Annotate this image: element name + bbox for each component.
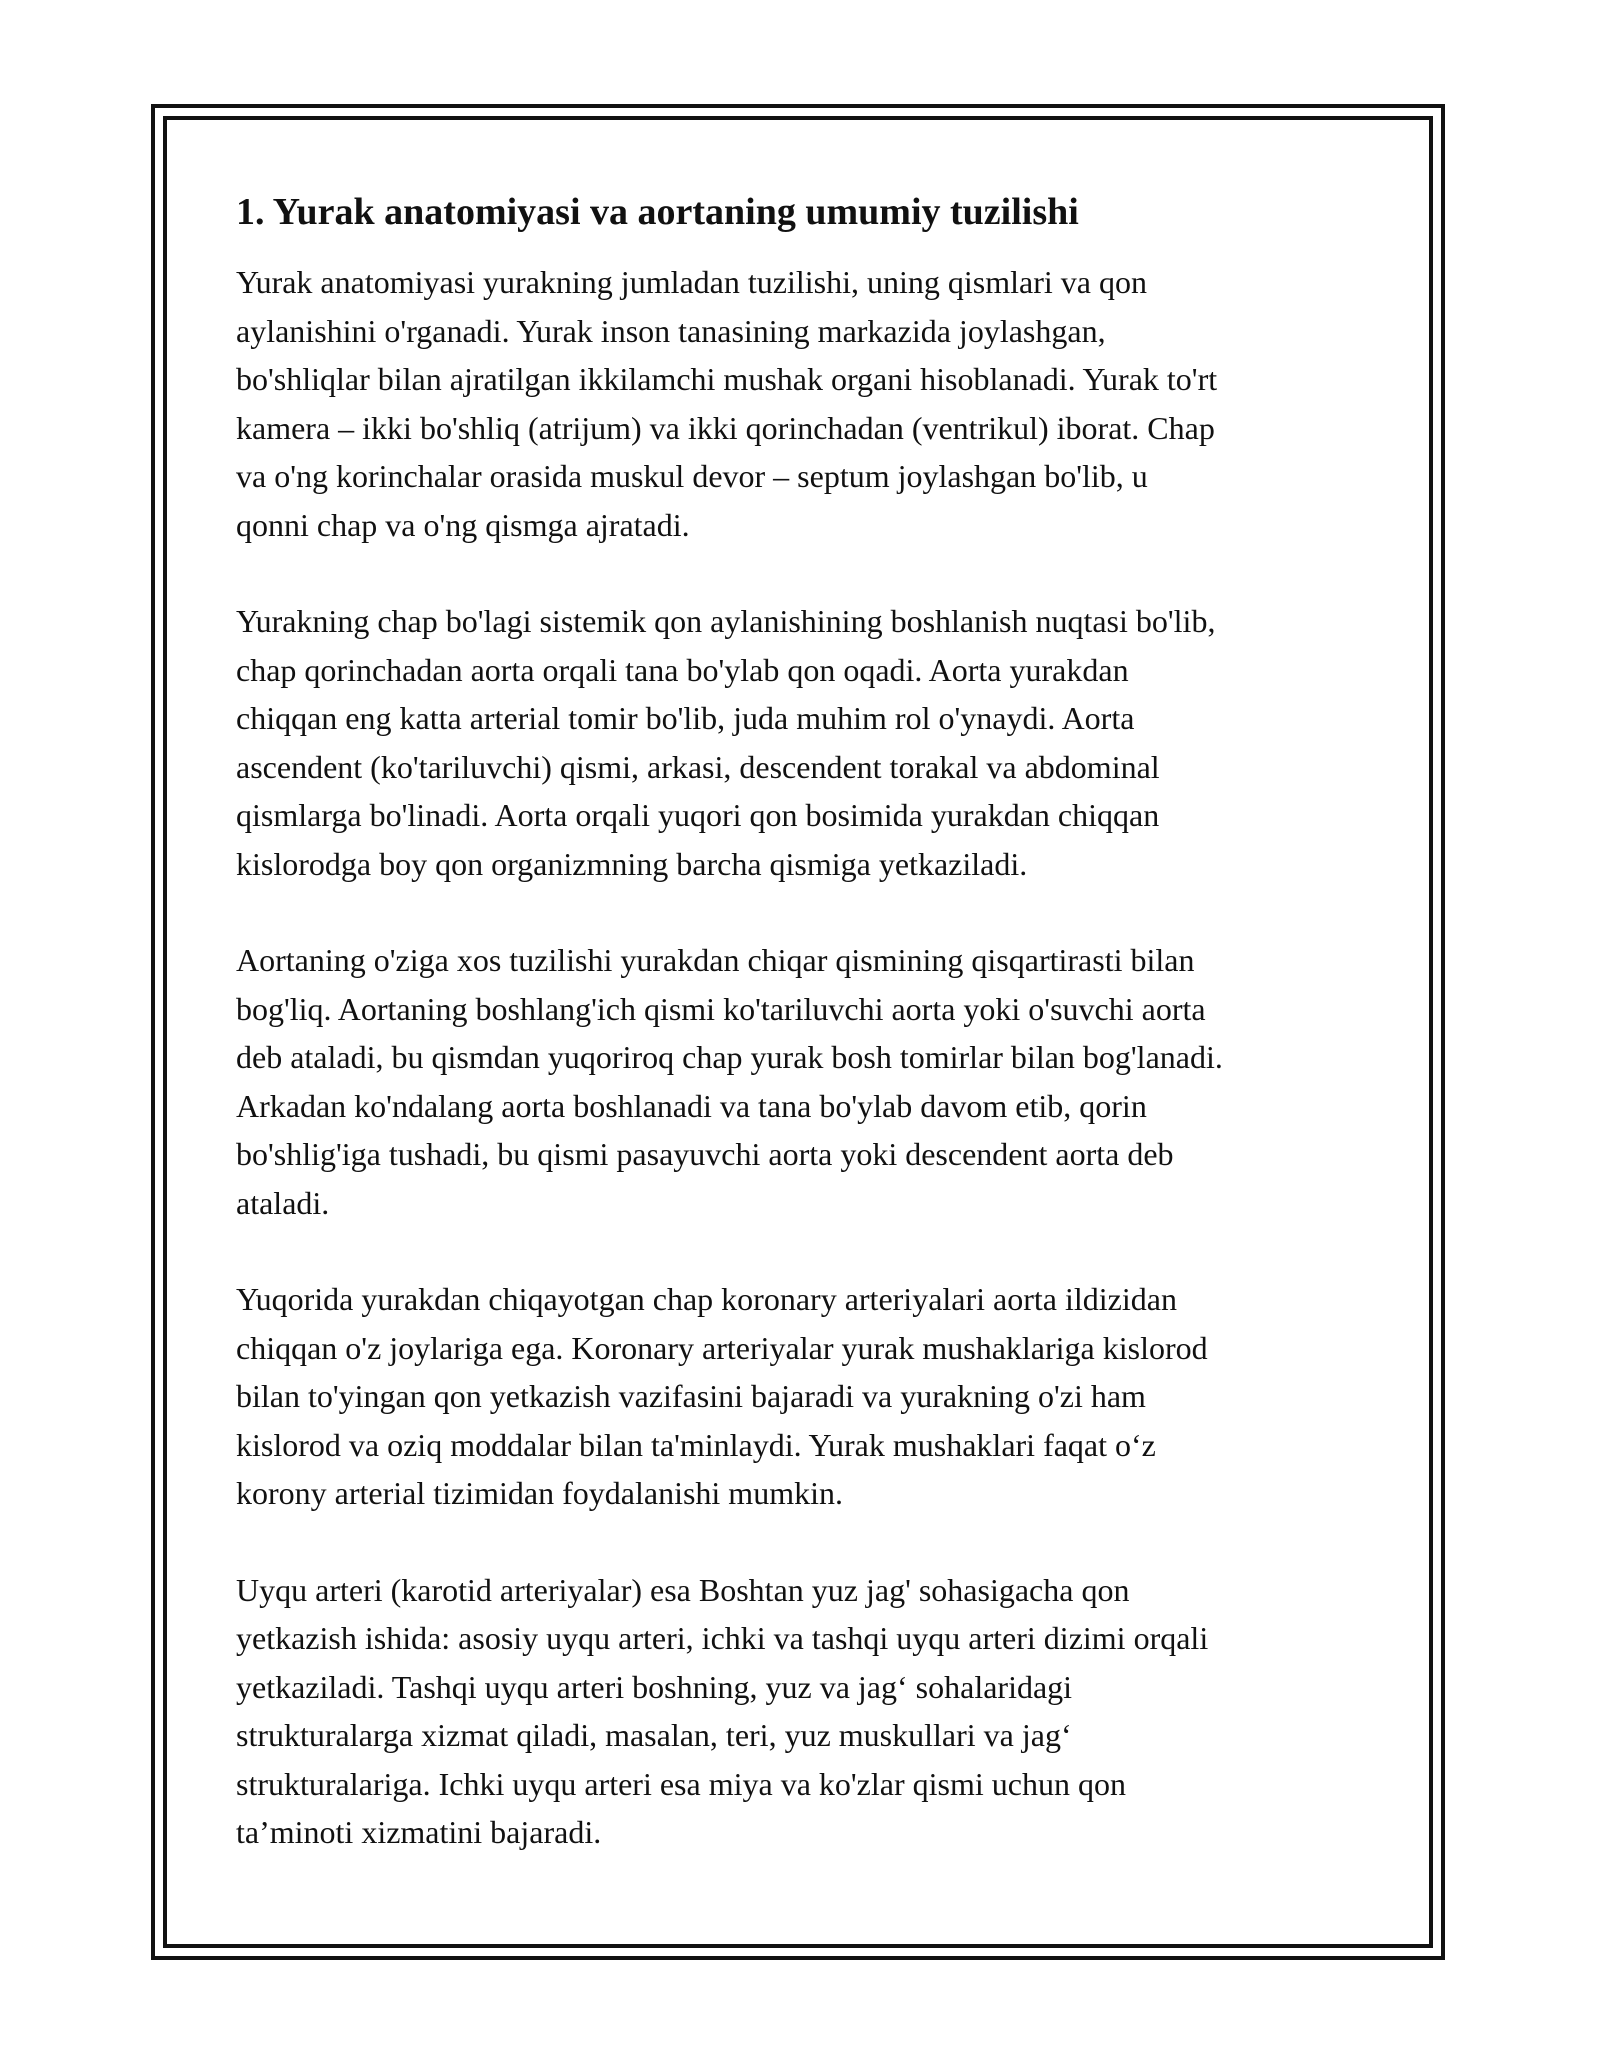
section-heading: 1. Yurak anatomiyasi va aortaning umumiy tuzilishi <box>236 191 1079 233</box>
paragraph-aorta-structure: Aortaning o'ziga xos tuzilishi yurakdan chiqar qismining qisqartirasti bilan bog'liq. Aortaning boshlang'ich qismi ko'tariluvchi aorta yoki o'suvchi aorta deb ataladi, bu qismdan yuqoriroq chap yurak bosh tomirlar bilan bog'lanadi. Arkadan ko'ndalang aorta boshlanadi va tana bo'ylab davom etib, qorin bo'shlig'iga tushadi, bu qismi pasayuvchi aorta yoki descendent aorta deb ataladi. <box>236 942 1223 1221</box>
paragraph-carotid-arteries: Uyqu arteri (karotid arteriyalar) esa Boshtan yuz jag' sohasigacha qon yetkazish ishida: asosiy uyqu arteri, ichki va tashqi uyqu arteri dizimi orqali yetkaziladi. Tashqi uyqu arteri boshning, yuz va jag‘ sohalaridagi strukturalarga xizmat qiladi, masalan, teri, yuz muskullari va jag‘ strukturalariga. Ichki uyqu arteri esa miya va ko'zlar qismi uchun qon ta’minoti xizmatini bajaradi. <box>236 1571 1209 1850</box>
paragraph-coronary-arteries: Yuqorida yurakdan chiqayotgan chap koronary arteriyalari aorta ildizidan chiqqan o'z joylariga ega. Koronary arteriyalar yurak mushaklariga kislorod bilan to'yingan qon yetkazish vazifasini bajaradi va yurakning o'zi ham kislorod va oziq moddalar bilan ta'minlaydi. Yurak mushaklari faqat o‘z korony arterial tizimidan foydalanishi mumkin. <box>236 1281 1208 1511</box>
paragraph-heart-anatomy: Yurak anatomiyasi yurakning jumladan tuzilishi, uning qismlari va qon aylanishini o'rganadi. Yurak inson tanasining markazida joylashgan, bo'shliqlar bilan ajratilgan ikkilamchi mushak organi hisoblanadi. Yurak to'rt kamera – ikki bo'shliq (atrijum) va ikki qorinchadan (ventrikul) iborat. Chap va o'ng korinchalar orasida muskul devor – septum joylashgan bo'lib, u qonni chap va o'ng qismga ajratadi. <box>236 264 1218 543</box>
paragraph-left-heart-aorta: Yurakning chap bo'lagi sistemik qon aylanishining boshlanish nuqtasi bo'lib, chap qorinchadan aorta orqali tana bo'ylab qon oqadi. Aorta yurakdan chiqqan eng katta arterial tomir bo'lib, juda muhim rol o'ynaydi. Aorta ascendent (ko'tariluvchi) qismi, arkasi, descendent torakal va abdominal qismlarga bo'linadi. Aorta orqali yuqori qon bosimida yurakdan chiqqan kislorodga boy qon organizmning barcha qismiga yetkaziladi. <box>236 603 1216 882</box>
document-body <box>236 188 1376 1905</box>
